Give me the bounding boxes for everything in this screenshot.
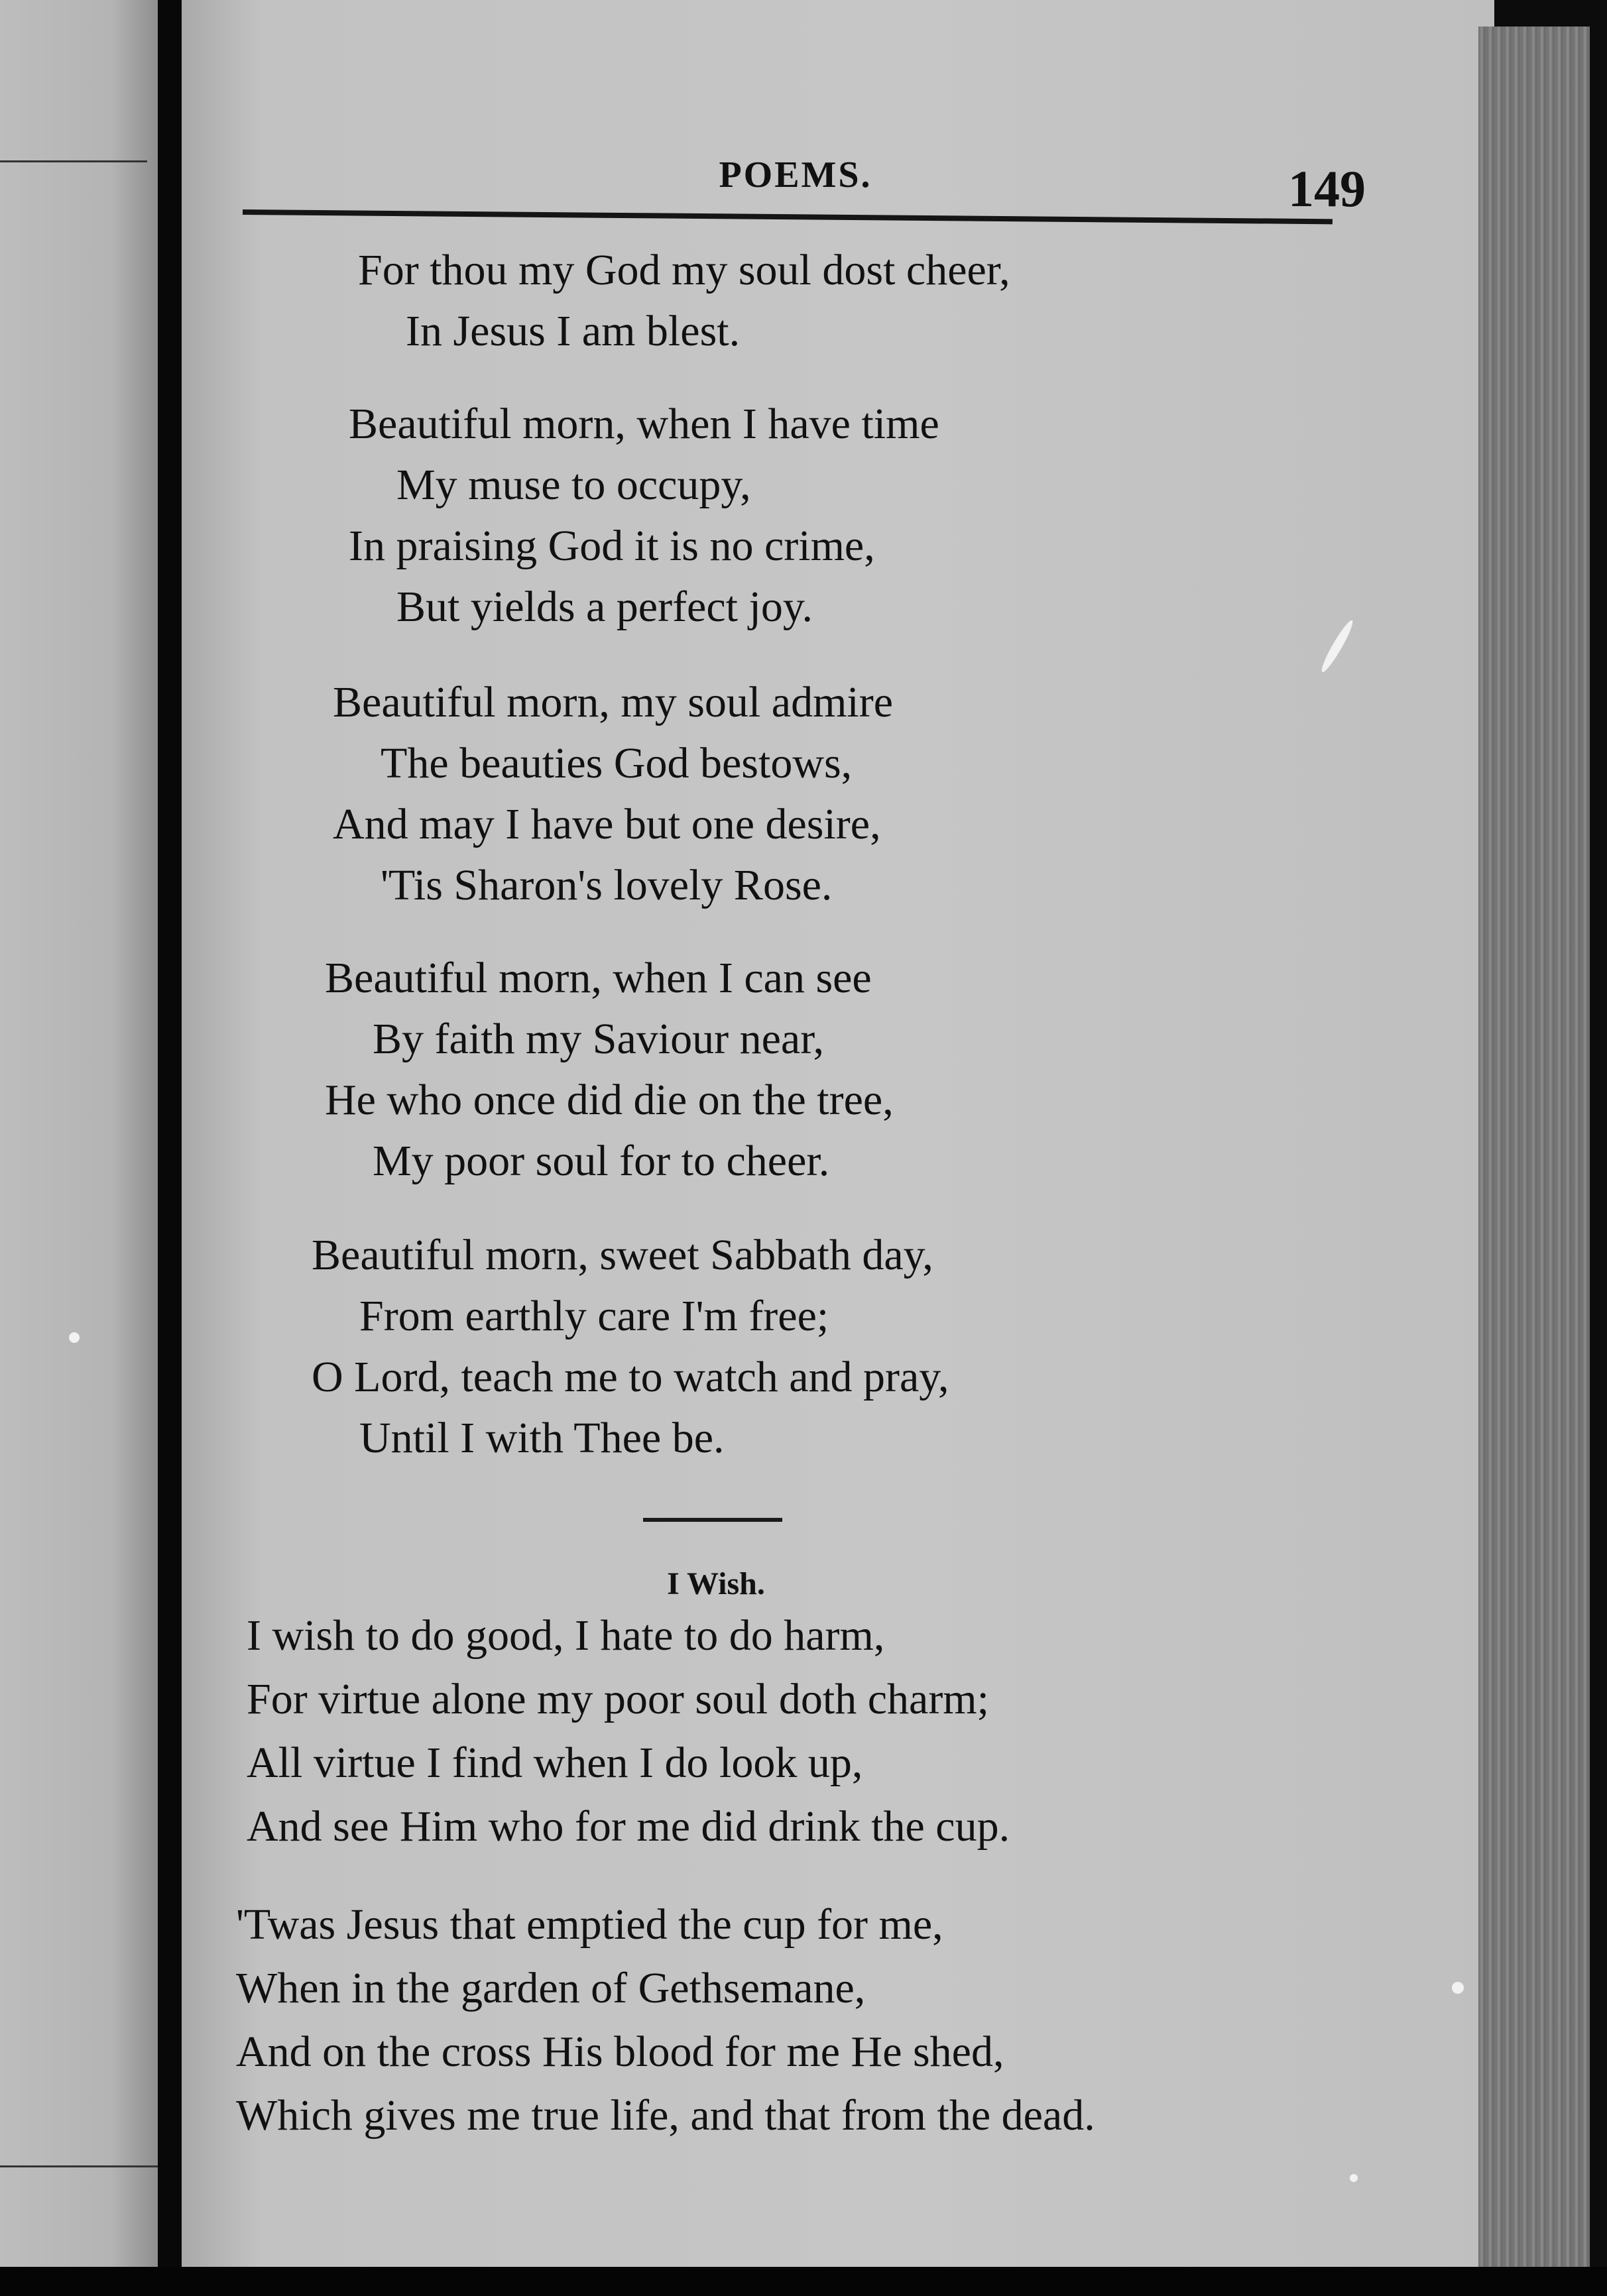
verse-line: And see Him who for me did drink the cup. xyxy=(247,1802,1010,1851)
stanza-5 xyxy=(312,1225,949,1469)
verse-line: My poor soul for to cheer. xyxy=(373,1137,830,1185)
verse-line: 'Twas Jesus that emptied the cup for me, xyxy=(236,1900,943,1949)
running-head: POEMS. xyxy=(719,154,872,196)
scan-speck xyxy=(1452,1982,1464,1994)
poem2-stanza-2 xyxy=(236,1893,1095,2148)
verse-line: All virtue I find when I do look up, xyxy=(247,1739,863,1787)
verse-line: I wish to do good, I hate to do harm, xyxy=(247,1611,885,1660)
verse-line: And on the cross His blood for me He shed, xyxy=(236,2028,1004,2076)
verse-line: And may I have but one desire, xyxy=(333,800,881,848)
verse-line: Beautiful morn, when I have time xyxy=(349,400,939,448)
verse-line: O Lord, teach me to watch and pray, xyxy=(312,1353,949,1401)
stanza-4 xyxy=(325,948,894,1192)
verse-line: He who once did die on the tree, xyxy=(325,1076,894,1124)
verse-line: Beautiful morn, when I can see xyxy=(325,954,872,1002)
facing-page-bottom-rule xyxy=(0,2165,158,2167)
verse-line: Beautiful morn, my soul admire xyxy=(333,678,894,726)
poem2-stanza-1 xyxy=(247,1604,1010,1859)
facing-page xyxy=(0,0,158,2296)
section-divider xyxy=(643,1518,782,1522)
verse-line: But yields a perfect joy. xyxy=(396,583,813,631)
verse-line: Until I with Thee be. xyxy=(359,1414,725,1462)
stanza-1 xyxy=(358,240,1010,362)
verse-line: In praising God it is no crime, xyxy=(349,522,875,570)
verse-line: From earthly care I'm free; xyxy=(359,1292,829,1340)
verse-line: For virtue alone my poor soul doth charm; xyxy=(247,1675,989,1723)
verse-line: 'Tis Sharon's lovely Rose. xyxy=(381,861,833,909)
verse-line: In Jesus I am blest. xyxy=(406,307,741,355)
verse-line: The beauties God bestows, xyxy=(381,739,853,787)
scan-speck xyxy=(1350,2174,1358,2182)
poem-title: I Wish. xyxy=(667,1566,765,1601)
verse-line: For thou my God my soul dost cheer, xyxy=(358,246,1010,294)
facing-page-rule xyxy=(0,160,147,162)
scan-border xyxy=(0,2267,1607,2296)
verse-line: By faith my Saviour near, xyxy=(373,1015,825,1063)
stanza-2 xyxy=(349,394,939,638)
stanza-3 xyxy=(333,672,893,916)
verse-line: Which gives me true life, and that from the dead. xyxy=(236,2091,1095,2140)
page-edges xyxy=(1478,27,1590,2267)
verse-line: When in the garden of Gethsemane, xyxy=(236,1964,866,2012)
book-gutter xyxy=(158,0,182,2296)
page-number: 149 xyxy=(1288,160,1366,217)
verse-line: Beautiful morn, sweet Sabbath day, xyxy=(312,1231,933,1279)
scan-speck xyxy=(69,1332,80,1343)
verse-line: My muse to occupy, xyxy=(396,461,751,509)
